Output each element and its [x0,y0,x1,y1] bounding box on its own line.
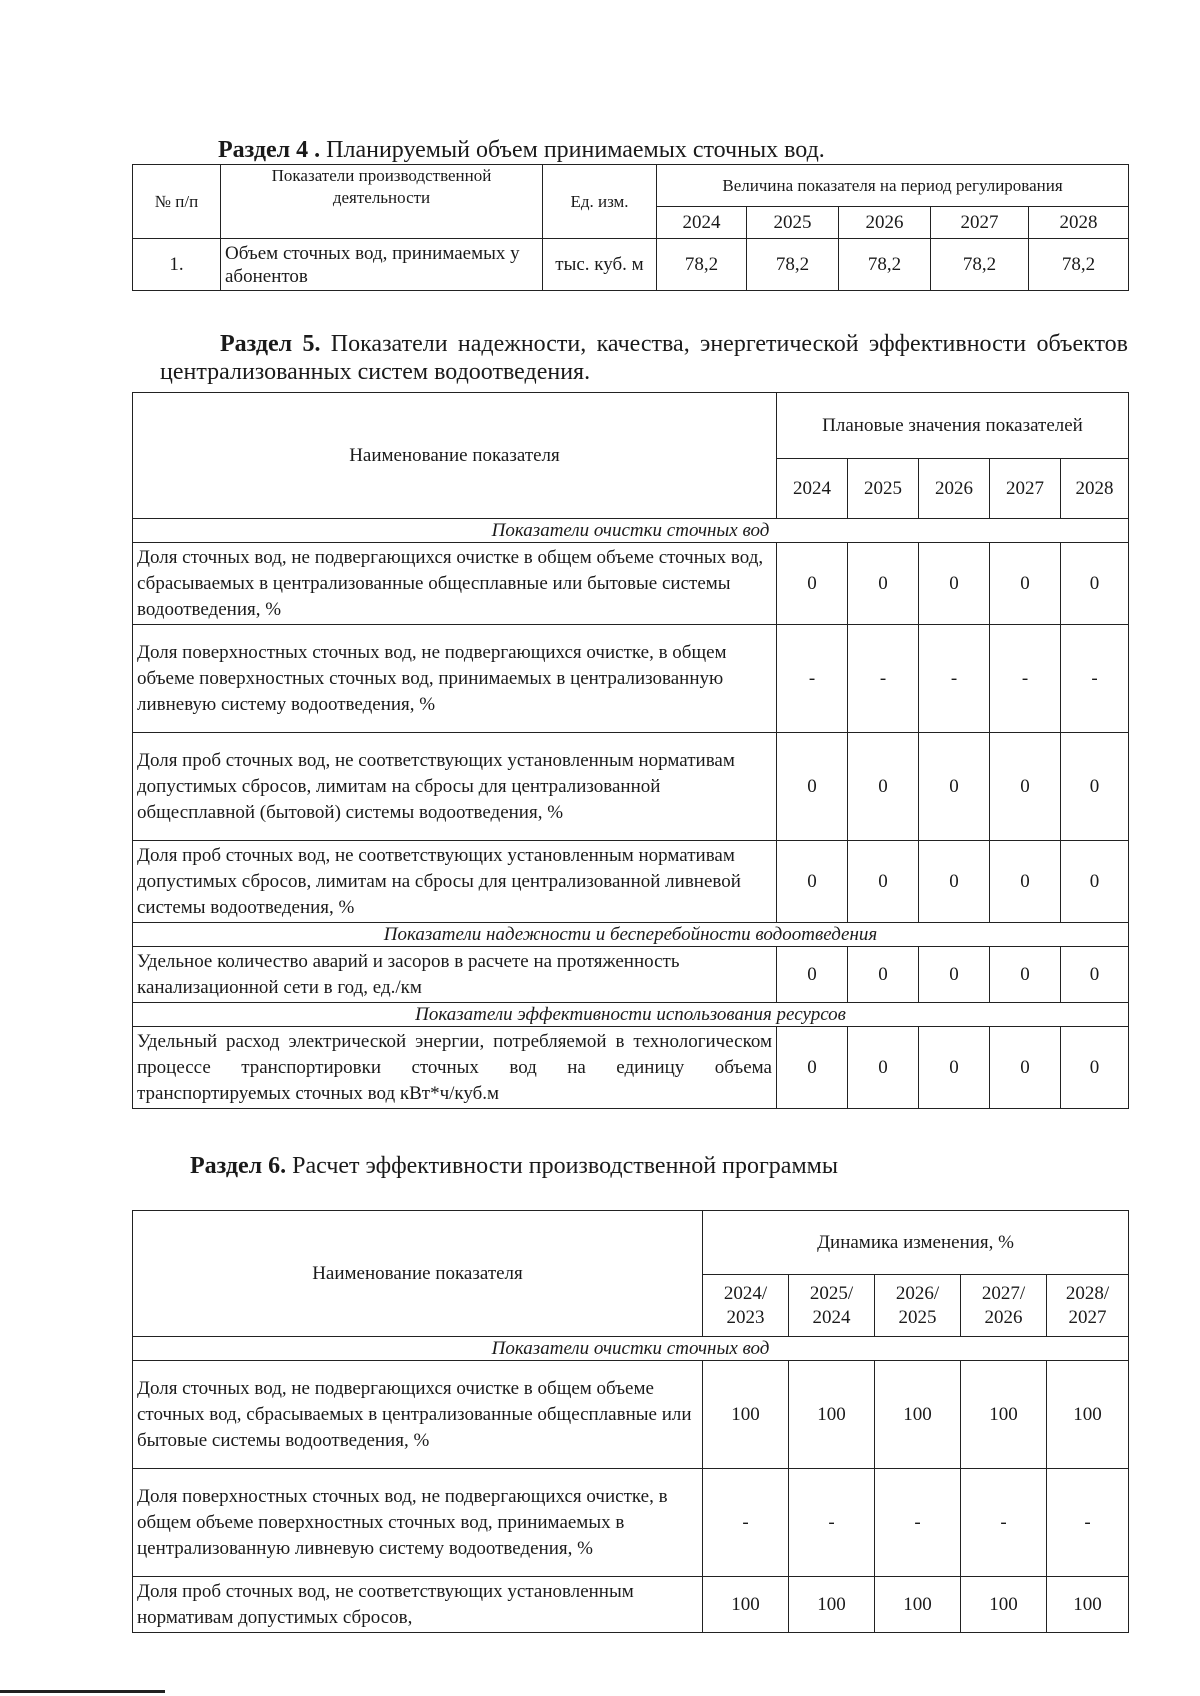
row-value: 0 [919,543,990,625]
row-value: - [961,1469,1047,1577]
row-value: 0 [990,841,1061,923]
row-value: 0 [777,841,848,923]
section5-year: 2025 [848,459,919,519]
section6-period: 2025/ 2024 [789,1275,875,1337]
row-value: 100 [961,1361,1047,1469]
table-row [133,625,1129,733]
row-value: 0 [919,841,990,923]
row-value: 78,2 [747,239,839,291]
row-name: Доля проб сточных вод, не соответствующих установленным нормативам допустимых сбросов, лимитам на сбросы для централизованной общесплавной (бытовой) системы водоотведения, % [133,733,777,841]
row-value: 0 [990,947,1061,1003]
row-value: - [919,625,990,733]
row-value: 100 [789,1577,875,1633]
row-name: Доля поверхностных сточных вод, не подвергающихся очистке, в общем объеме поверхностных сточных вод, принимаемых в централизованную ливневую систему водоотведения, % [133,1469,703,1577]
section6-period: 2024/ 2023 [703,1275,789,1337]
row-value: 78,2 [839,239,931,291]
row-value: 100 [1047,1361,1129,1469]
row-value: - [875,1469,961,1577]
row-value: - [777,625,848,733]
table-row [133,543,1129,625]
row-name: Доля проб сточных вод, не соответствующих установленным нормативам допустимых сбросов, [133,1577,703,1633]
row-unit: тыс. куб. м [543,239,657,291]
section6-heading [190,1152,838,1180]
group-title: Показатели очистки сточных вод [133,1337,1129,1361]
row-value: 0 [990,543,1061,625]
row-value: 100 [1047,1577,1129,1633]
group-title: Показатели очистки сточных вод [133,519,1129,543]
section5-col-name: Наименование показателя [133,393,777,519]
row-value: 0 [1061,733,1129,841]
row-name: Удельный расход электрической энергии, потребляемой в технологическом процессе транспортировки сточных вод на единицу объема транспортируемых сточных вод кВт*ч/куб.м [133,1027,777,1109]
row-value: 0 [919,947,990,1003]
row-value: 0 [777,947,848,1003]
table-row [133,1469,1129,1577]
section5-year: 2027 [990,459,1061,519]
row-value: 0 [848,841,919,923]
page-edge-line [0,1690,165,1693]
row-value: - [703,1469,789,1577]
table-row [133,841,1129,923]
row-value: 100 [703,1361,789,1469]
row-value: 78,2 [1029,239,1129,291]
row-name: Доля сточных вод, не подвергающихся очистке в общем объеме сточных вод, сбрасываемых в централизованные общесплавные или бытовые системы водоотведения, % [133,1361,703,1469]
section4-heading-bold: Раздел 4 . [218,137,321,163]
section6-period: 2028/ 2027 [1047,1275,1129,1337]
section6-table [132,1210,1129,1633]
section4-col-unit: Ед. изм. [543,165,657,239]
section5-year: 2024 [777,459,848,519]
row-value: 0 [1061,841,1129,923]
row-name: Объем сточных вод, принимаемых у абонентов [221,239,543,291]
row-value: 0 [848,543,919,625]
section4-col-no: № п/п [133,165,221,239]
row-value: 0 [848,733,919,841]
row-value: - [990,625,1061,733]
section5-table [132,392,1129,1109]
row-value: - [848,625,919,733]
row-value: 100 [875,1577,961,1633]
section4-year: 2027 [931,207,1029,239]
table-row [133,947,1129,1003]
section5-heading-bold: Раздел 5. [220,331,321,357]
table-row [133,1361,1129,1469]
row-value: 0 [777,733,848,841]
section4-year: 2028 [1029,207,1129,239]
section4-year: 2024 [657,207,747,239]
row-value: 0 [919,1027,990,1109]
row-value: 100 [875,1361,961,1469]
row-value: 0 [990,1027,1061,1109]
section5-year: 2028 [1061,459,1129,519]
row-value: 0 [1061,543,1129,625]
section6-period: 2026/ 2025 [875,1275,961,1337]
section5-heading-text: Показатели надежности, качества, энергетической эффективности объектов централизованных систем водоотведения. [160,331,1128,385]
row-value: 0 [919,733,990,841]
section5-year: 2026 [919,459,990,519]
section6-col-name: Наименование показателя [133,1211,703,1337]
section6-period: 2027/ 2026 [961,1275,1047,1337]
section5-col-plan: Плановые значения показателей [777,393,1129,459]
row-value: 0 [777,1027,848,1109]
row-name: Доля поверхностных сточных вод, не подвергающихся очистке, в общем объеме поверхностных сточных вод, принимаемых в централизованную ливневую систему водоотведения, % [133,625,777,733]
row-value: - [1047,1469,1129,1577]
row-value: 100 [789,1361,875,1469]
row-value: 100 [703,1577,789,1633]
table-row [133,1577,1129,1633]
row-no: 1. [133,239,221,291]
section4-col-period: Величина показателя на период регулирования [657,165,1129,207]
row-value: 0 [777,543,848,625]
section4-col-indicator: Показатели производственной деятельности [221,165,543,239]
section4-heading [218,136,825,164]
table-row [133,1027,1129,1109]
section4-heading-text: Планируемый объем принимаемых сточных вод. [320,137,825,163]
row-value: 0 [1061,1027,1129,1109]
section4-year: 2025 [747,207,839,239]
row-value: 0 [848,947,919,1003]
row-value: - [789,1469,875,1577]
row-value: 0 [848,1027,919,1109]
row-value: - [1061,625,1129,733]
row-value: 0 [990,733,1061,841]
row-value: 0 [1061,947,1129,1003]
row-name: Удельное количество аварий и засоров в расчете на протяженность канализационной сети в год, ед./км [133,947,777,1003]
section4-table [132,164,1129,291]
section6-heading-text: Расчет эффективности производственной программы [286,1153,838,1179]
section5-heading [160,330,1128,386]
group-title: Показатели надежности и бесперебойности водоотведения [133,923,1129,947]
row-value: 78,2 [931,239,1029,291]
table-row [133,239,1129,291]
row-name: Доля сточных вод, не подвергающихся очистке в общем объеме сточных вод, сбрасываемых в централизованные общесплавные или бытовые системы водоотведения, % [133,543,777,625]
section6-heading-bold: Раздел 6. [190,1153,287,1179]
section6-col-dyn: Динамика изменения, % [703,1211,1129,1275]
table-row [133,733,1129,841]
section4-year: 2026 [839,207,931,239]
row-value: 78,2 [657,239,747,291]
group-title: Показатели эффективности использования ресурсов [133,1003,1129,1027]
row-name: Доля проб сточных вод, не соответствующих установленным нормативам допустимых сбросов, лимитам на сбросы для централизованной ливневой системы водоотведения, % [133,841,777,923]
row-value: 100 [961,1577,1047,1633]
